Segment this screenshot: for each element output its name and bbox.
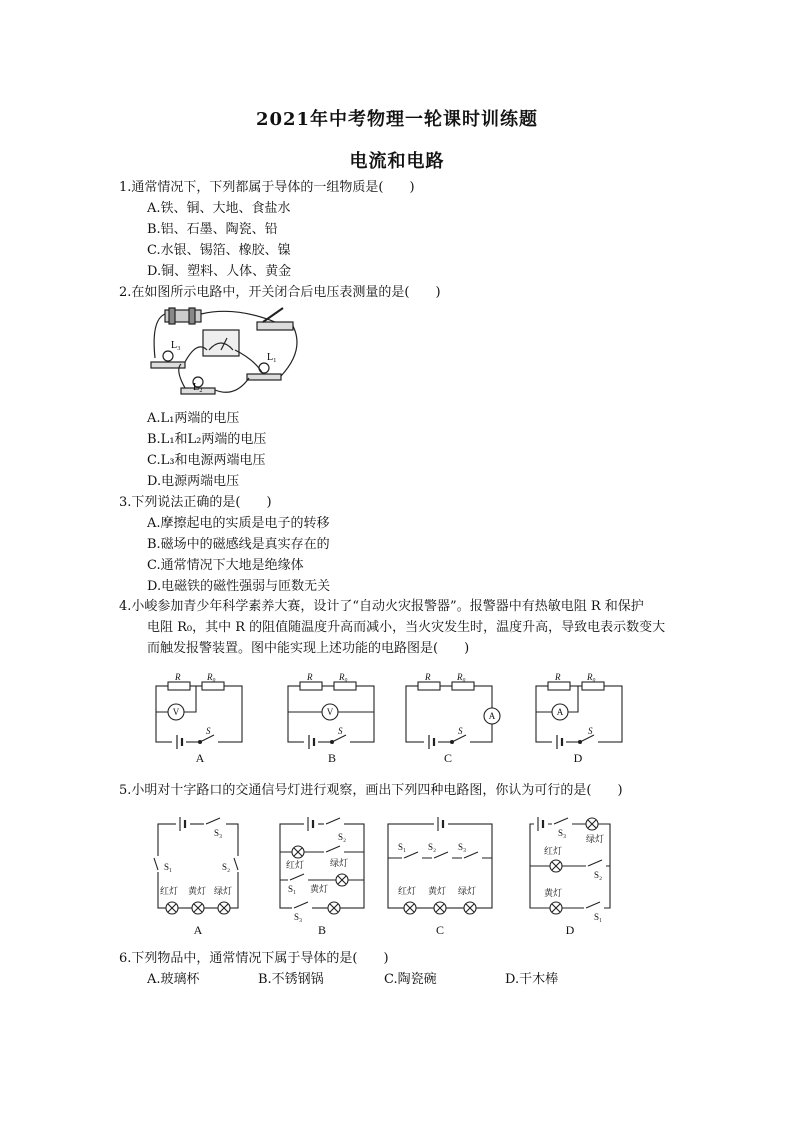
d-label-s2: S₂ — [594, 870, 603, 880]
question-2-label-l3: L₃ — [171, 340, 181, 351]
d-label-s3: S₃ — [558, 828, 567, 838]
question-3-option-b: B.磁场中的磁感线是真实存在的 — [147, 537, 330, 552]
b-label-red: 红灯 — [286, 860, 305, 870]
d-label-green: 绿灯 — [586, 834, 605, 844]
c-label-yellow: 黄灯 — [428, 886, 447, 896]
traffic-choice-c: C — [435, 923, 445, 937]
traffic-choice-b: B — [317, 923, 327, 937]
question-3-stem: 3.下列说法正确的是( ) — [119, 495, 272, 510]
circuit-d — [536, 682, 622, 749]
b-label-green: 绿灯 — [330, 858, 349, 868]
question-4-stem-line-1: 4.小峻参加青少年科学素养大赛，设计了“自动火灾报警器”。报警器中有热敏电阻 R 和保护 — [119, 599, 644, 614]
c-label-s3: S₃ — [458, 842, 467, 852]
question-6-stem: 6.下列物品中，通常情况下属于导体的是( ) — [119, 951, 389, 966]
circuit-c-meter-a: A — [488, 711, 496, 721]
circuit-d-choice: D — [573, 751, 583, 765]
circuit-d-label-r: R — [555, 672, 561, 682]
question-2-circuit-figure — [145, 300, 305, 400]
b-label-yellow: 黄灯 — [310, 884, 329, 894]
traffic-choice-d: D — [565, 923, 575, 937]
c-label-green: 绿灯 — [458, 886, 477, 896]
circuit-a-label-r: R — [175, 672, 181, 682]
page-subtitle: 电流和电路 — [349, 151, 445, 172]
circuit-d-meter-a: A — [556, 707, 564, 717]
question-3-option-a: A.摩擦起电的实质是电子的转移 — [147, 516, 330, 531]
a-label-red: 红灯 — [160, 886, 179, 896]
question-1-option-b: B.铝、石墨、陶瓷、铅 — [147, 222, 278, 237]
circuit-b-choice: B — [327, 751, 337, 765]
page-title: 2021年中考物理一轮课时训练题 — [255, 109, 539, 130]
question-2-option-d: D.电源两端电压 — [147, 474, 240, 489]
c-label-s2: S₂ — [428, 842, 437, 852]
circuit-d-label-s: S — [588, 726, 593, 736]
question-6-option-c: C.陶瓷碗 — [384, 972, 437, 987]
question-5-circuits — [148, 812, 628, 942]
b-label-s2: S₂ — [338, 832, 347, 842]
question-6-option-a: A.玻璃杯 — [147, 972, 200, 987]
a-label-s2: S₂ — [222, 862, 231, 872]
question-1-stem: 1.通常情况下，下列都属于导体的一组物质是( ) — [119, 180, 415, 195]
b-label-s3: S₃ — [294, 912, 303, 922]
circuit-c-label-r: R — [425, 672, 431, 682]
circuit-b-label-r0: R₀ — [339, 672, 348, 682]
circuit-b-label-s: S — [338, 726, 343, 736]
question-6-option-b: B.不锈钢锅 — [258, 972, 324, 987]
question-2-option-a: A.L₁两端的电压 — [147, 411, 240, 426]
circuit-b-label-r: R — [307, 672, 313, 682]
question-1-option-d: D.铜、塑料、人体、黄金 — [147, 264, 292, 279]
d-label-yellow: 黄灯 — [544, 888, 563, 898]
circuit-a-choice: A — [195, 751, 205, 765]
b-label-s1: S₁ — [288, 884, 297, 894]
question-2-option-b: B.L₁和L₂两端的电压 — [147, 432, 267, 447]
circuit-c-label-s: S — [458, 726, 463, 736]
d-label-red: 红灯 — [544, 846, 563, 856]
d-label-s1: S₁ — [594, 912, 603, 922]
question-4-stem-line-2: 电阻 R₀，其中 R 的阻值随温度升高而减小，当火灾发生时，温度升高，导致电表示数变大 — [147, 620, 666, 635]
traffic-circuit-c — [388, 817, 492, 914]
question-3-option-c: C.通常情况下大地是绝缘体 — [147, 558, 304, 573]
question-1-option-a: A.铁、铜、大地、食盐水 — [147, 201, 291, 216]
question-4-circuits — [148, 672, 638, 766]
a-label-yellow: 黄灯 — [188, 886, 207, 896]
question-6-option-d: D.干木棒 — [505, 972, 559, 987]
question-2-label-l2: L₂ — [193, 382, 203, 393]
circuit-c-choice: C — [443, 751, 453, 765]
question-4-stem-line-3: 而触发报警装置。图中能实现上述功能的电路图是( ) — [147, 641, 470, 656]
a-label-green: 绿灯 — [214, 886, 233, 896]
a-label-s1: S₁ — [164, 862, 173, 872]
c-label-red: 红灯 — [398, 886, 417, 896]
circuit-b-meter-v: V — [326, 707, 334, 717]
traffic-choice-a: A — [193, 923, 203, 937]
circuit-a — [156, 682, 242, 749]
a-label-s3: S₃ — [214, 828, 223, 838]
circuit-d-label-r0: R₀ — [587, 672, 596, 682]
circuit-c — [406, 682, 500, 749]
circuit-c-label-r0: R₀ — [457, 672, 466, 682]
circuit-a-meter-v: V — [172, 707, 180, 717]
circuit-a-label-r0: R₀ — [207, 672, 216, 682]
question-2-label-l1: L₁ — [267, 352, 277, 363]
question-2-option-c: C.L₃和电源两端电压 — [147, 453, 266, 468]
c-label-s1: S₁ — [398, 842, 407, 852]
question-2-stem: 2.在如图所示电路中，开关闭合后电压表测量的是( ) — [119, 285, 441, 300]
circuit-a-label-s: S — [206, 726, 211, 736]
traffic-circuit-d — [530, 817, 610, 914]
question-5-stem: 5.小明对十字路口的交通信号灯进行观察，画出下列四种电路图，你认为可行的是( ) — [119, 783, 623, 798]
question-3-option-d: D.电磁铁的磁性强弱与匝数无关 — [147, 579, 331, 594]
question-1-option-c: C.水银、锡箔、橡胶、镍 — [147, 243, 291, 258]
